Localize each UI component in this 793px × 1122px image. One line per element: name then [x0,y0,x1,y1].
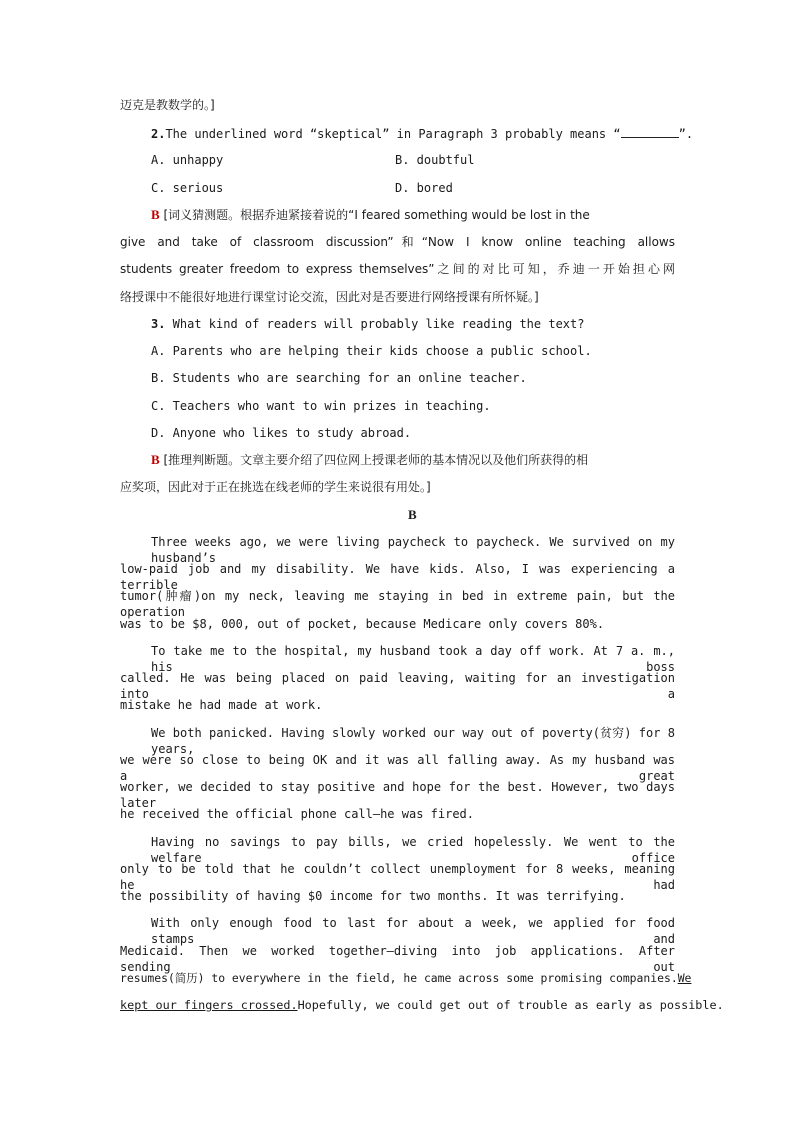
passage-line: We both panicked. Having slowly worked our way out of poverty(贫穷) for 8 years, [151,726,675,756]
passage-line: the possibility of having $0 income for two months. It was terrifying. [120,889,626,903]
passage-line: Three weeks ago, we were living paycheck to paycheck. We survived on my husband’s [151,535,675,565]
answer-letter: B [151,452,160,467]
passage-line: was to be $8, 000, out of pocket, because Medicare only covers 80%. [120,617,605,631]
option-c: C. serious [151,181,224,195]
option-b: B. doubtful [395,153,475,167]
option-a: A. Parents who are helping their kids choose a public school. [151,344,592,358]
underlined-sentence: kept our fingers crossed. [120,998,298,1012]
explanation-line: 络授课中不能很好地进行课堂讨论交流，因此对是否要进行网络授课有所怀疑。] [120,290,539,304]
passage-line: we were so close to being OK and it was all falling away. As my husband was a great [120,753,675,783]
answer-blank [621,125,679,138]
option-b: B. Students who are searching for an online teacher. [151,371,527,385]
question-number: 2. [151,127,166,141]
section-heading: B [408,507,417,522]
option-c: C. Teachers who want to win prizes in teaching. [151,399,491,413]
explanation-line: 应奖项，因此对于正在挑选在线老师的学生来说很有用处。] [120,480,431,494]
option-d: D. Anyone who likes to study abroad. [151,426,412,440]
passage-line: tumor(肿瘤)on my neck, leaving me staying in bed in extreme pain, but the operation [120,589,675,619]
passage-line: worker, we decided to stay positive and hope for the best. However, two days later [120,780,675,810]
passage-line: With only enough food to last for about a week, we applied for food stamps and [151,916,675,946]
question-3-stem: 3. What kind of readers will probably like reading the text? [151,317,585,331]
question-2-stem: 2.The underlined word “skeptical” in Paragraph 3 probably means “ ”. [151,127,694,141]
question-number: 3. [151,317,166,331]
answer-explanation-line: B [词义猜测题。根据乔迪紧接着说的“I feared something would be lost in the [151,207,590,222]
passage-line: called. He was being placed on paid leaving, waiting for an investigation into a [120,671,675,701]
answer-letter: B [151,207,160,222]
passage-line: only to be told that he couldn’t collect unemployment for 8 weeks, meaning he had [120,862,675,892]
passage-line: mistake he had made at work. [120,698,323,712]
explanation-line: give and take of classroom discussion”和“Now I know online teaching allows [120,235,675,249]
underlined-sentence-start: We [677,971,692,985]
passage-line: he received the official phone call—he was fired. [120,807,475,821]
passage-line: resumes(简历) to everywhere in the field, he came across some promising companies.We [120,971,692,985]
passage-line: kept our fingers crossed.Hopefully, we could get out of trouble as early as possible. [120,998,724,1012]
previous-explanation-end: 迈克是教数学的。] [120,98,215,112]
passage-line: Medicaid. Then we worked together—diving into job applications. After sending out [120,944,675,974]
option-a: A. unhappy [151,153,224,167]
explanation-line: students greater freedom to express themselves”之间的对比可知，乔迪一开始担心网 [120,262,675,276]
option-d: D. bored [395,181,453,195]
passage-line: low-paid job and my disability. We have kids. Also, I was experiencing a terrible [120,562,675,592]
passage-line: To take me to the hospital, my husband took a day off work. At 7 a. m., his boss [151,644,675,674]
passage-line: Having no savings to pay bills, we cried hopelessly. We went to the welfare office [151,835,675,865]
answer-explanation-line: B [推理判断题。文章主要介绍了四位网上授课老师的基本情况以及他们所获得的相 [151,452,589,467]
